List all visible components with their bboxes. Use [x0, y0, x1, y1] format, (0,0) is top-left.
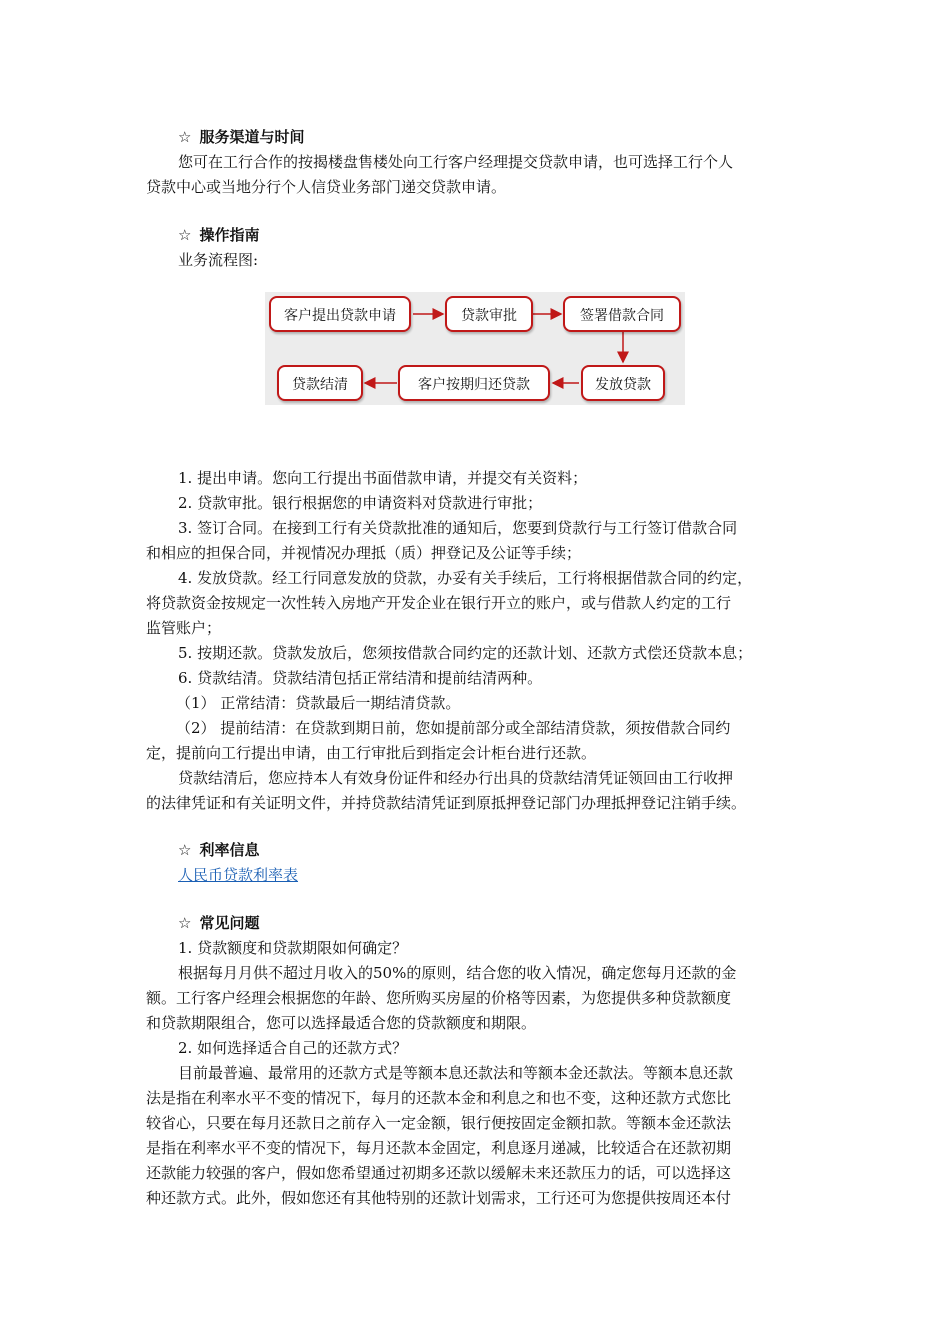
section-heading-service: [178, 125, 858, 149]
flow-chart: [265, 292, 685, 405]
list-item: 1. 提出申请。您向工行提出书面借款申请，并提交有关资料；: [178, 469, 588, 487]
paragraph-line: 贷款中心或当地分行个人信贷业务部门递交贷款申请。: [146, 178, 507, 196]
heading-text: 利率信息: [199, 841, 260, 859]
paragraph-line: 您可在工行合作的按揭楼盘售楼处向工行客户经理提交贷款申请，也可选择工行个人: [178, 153, 734, 171]
star-icon: ☆: [178, 841, 192, 859]
section-heading-rate: [178, 838, 858, 862]
faq-answer-line: 种还款方式。此外，假如您还有其他特别的还款计划需求，工行还可为您提供按周还本付: [146, 1189, 732, 1207]
heading-text: 操作指南: [199, 226, 260, 244]
list-item: （1） 正常结清：贷款最后一期结清贷款。: [176, 694, 461, 712]
star-icon: ☆: [178, 128, 192, 146]
faq-answer-line: 和贷款期限组合，您可以选择最适合您的贷款额度和期限。: [146, 1014, 537, 1032]
flow-step-approve: 贷款审批: [445, 296, 533, 332]
faq-question: 1. 贷款额度和贷款期限如何确定？: [178, 939, 408, 957]
rmb-loan-rate-table-link[interactable]: 人民币贷款利率表: [178, 866, 299, 884]
star-icon: ☆: [178, 914, 192, 932]
paragraph-line: 和相应的担保合同，并视情况办理抵（质）押登记及公证等手续；: [146, 544, 582, 562]
faq-answer-line: 法是指在利率水平不变的情况下，每月的还款本金和利息之和也不变，这种还款方式您比: [146, 1089, 732, 1107]
list-item: 2. 贷款审批。银行根据您的申请资料对贷款进行审批；: [178, 494, 543, 512]
flow-chart-label: 业务流程图:: [178, 251, 259, 269]
list-item: 5. 按期还款。贷款发放后，您须按借款合同约定的还款计划、还款方式偿还贷款本息；: [178, 644, 753, 662]
faq-answer-line: 是指在利率水平不变的情况下，每月还款本金固定，利息逐月递减，比较适合在还款初期: [146, 1139, 732, 1157]
flow-step-repay: 客户按期归还贷款: [398, 365, 550, 401]
section-heading-guide: [178, 223, 858, 247]
faq-question: 2. 如何选择适合自己的还款方式？: [178, 1039, 408, 1057]
paragraph-line: 贷款结清后，您应持本人有效身份证件和经办行出具的贷款结清凭证领回由工行收押: [178, 769, 734, 787]
heading-text: 常见问题: [199, 914, 260, 932]
list-item: 3. 签订合同。在接到工行有关贷款批准的通知后，您要到贷款行与工行签订借款合同: [178, 519, 738, 537]
flow-step-disburse: 发放贷款: [581, 365, 665, 401]
paragraph-line: 将贷款资金按规定一次性转入房地产开发企业在银行开立的账户，或与借款人约定的工行: [146, 594, 732, 612]
section-heading-faq: [178, 911, 858, 935]
faq-answer-line: 目前最普遍、最常用的还款方式是等额本息还款法和等额本金还款法。等额本息还款: [178, 1064, 734, 1082]
paragraph-line: 监管账户；: [146, 619, 222, 637]
list-item: 6. 贷款结清。贷款结清包括正常结清和提前结清两种。: [178, 669, 543, 687]
faq-answer-line: 额。工行客户经理会根据您的年龄、您所购买房屋的价格等因素，为您提供多种贷款额度: [146, 989, 732, 1007]
rate-link-line: [178, 863, 858, 887]
star-icon: ☆: [178, 226, 192, 244]
flow-step-apply: 客户提出贷款申请: [269, 296, 411, 332]
list-item: （2） 提前结清：在贷款到期日前，您如提前部分或全部结清贷款，须按借款合同约: [176, 719, 731, 737]
faq-answer-line: 根据每月月供不超过月收入的50%的原则，结合您的收入情况，确定您每月还款的金: [178, 964, 737, 982]
flow-step-sign: 签署借款合同: [563, 296, 681, 332]
flow-step-settle: 贷款结清: [277, 365, 363, 401]
paragraph-line: 定，提前向工行提出申请，由工行审批后到指定会计柜台进行还款。: [146, 744, 597, 762]
faq-answer-line: 还款能力较强的客户，假如您希望通过初期多还款以缓解未来还款压力的话，可以选择这: [146, 1164, 732, 1182]
faq-answer-line: 较省心，只要在每月还款日之前存入一定金额，银行便按固定金额扣款。等额本金还款法: [146, 1114, 732, 1132]
paragraph-line: 的法律凭证和有关证明文件，并持贷款结清凭证到原抵押登记部门办理抵押登记注销手续。: [146, 794, 747, 812]
list-item: 4. 发放贷款。经工行同意发放的贷款，办妥有关手续后，工行将根据借款合同的约定，: [178, 569, 753, 587]
heading-text: 服务渠道与时间: [199, 128, 305, 146]
